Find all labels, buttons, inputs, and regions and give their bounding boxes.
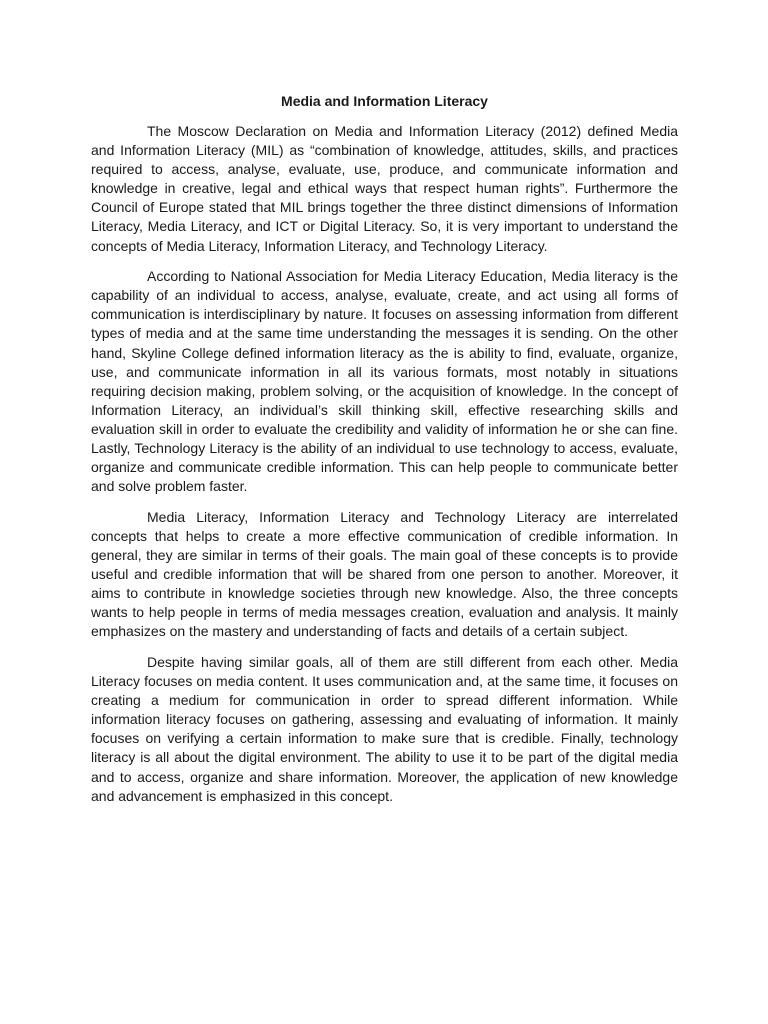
paragraph-4: Despite having similar goals, all of them are still different from each other. Media Literacy focuses on media content. It uses communication and, at the same time, it focuses on creating a medium for communication in order to spread different information. While information literacy focuses on gathering, assessing and evaluating of information. It mainly focuses on verifying a certain information to make sure that is credible. Finally, technology literacy is all about the digital environment. The ability to use it to be part of the digital media and to access, organize and share information. Moreover, the application of new knowledge and advancement is emphasized in this concept. — [91, 653, 678, 804]
document-page — [91, 88, 678, 817]
paragraph-3: Media Literacy, Information Literacy and Technology Literacy are interrelated concepts that helps to create a more effective communication of credible information. In general, they are similar in terms of their goals. The main goal of these concepts is to provide useful and credible information that will be shared from one person to another. Moreover, it aims to contribute in knowledge societies through new knowledge. Also, the three concepts wants to help people in terms of media messages creation, evaluation and analysis. It mainly emphasizes on the mastery and understanding of facts and details of a certain subject. — [91, 508, 678, 640]
document-title: Media and Information Literacy — [281, 93, 488, 109]
paragraph-1: The Moscow Declaration on Media and Information Literacy (2012) defined Media and Information Literacy (MIL) as “combination of knowledge, attitudes, skills, and practices required to access, analyse, evaluate, use, produce, and communicate information and knowledge in creative, legal and ethical ways that respect human rights”. Furthermore the Council of Europe stated that MIL brings together the three distinct dimensions of Information Literacy, Media Literacy, and ICT or Digital Literacy. So, it is very important to understand the concepts of Media Literacy, Information Literacy, and Technology Literacy. — [91, 123, 678, 254]
paragraph-2: According to National Association for Media Literacy Education, Media literacy is the capability of an individual to access, analyse, evaluate, create, and act using all forms of communication is interdisciplinary by nature. It focuses on assessing information from different types of media and at the same time understanding the messages it is sending. On the other hand, Skyline College defined information literacy as the is ability to find, evaluate, organize, use, and communicate information in all its various formats, most notably in situations requiring decision making, problem solving, or the acquisition of knowledge. In the concept of Information Literacy, an individual’s skill thinking skill, effective researching skills and evaluation skill in order to evaluate the credibility and validity of information he or she can fine. Lastly, Technology Literacy is the ability of an individual to use technology to access, evaluate, organize and communicate credible information. This can help people to communicate better and solve problem faster. — [91, 268, 678, 495]
